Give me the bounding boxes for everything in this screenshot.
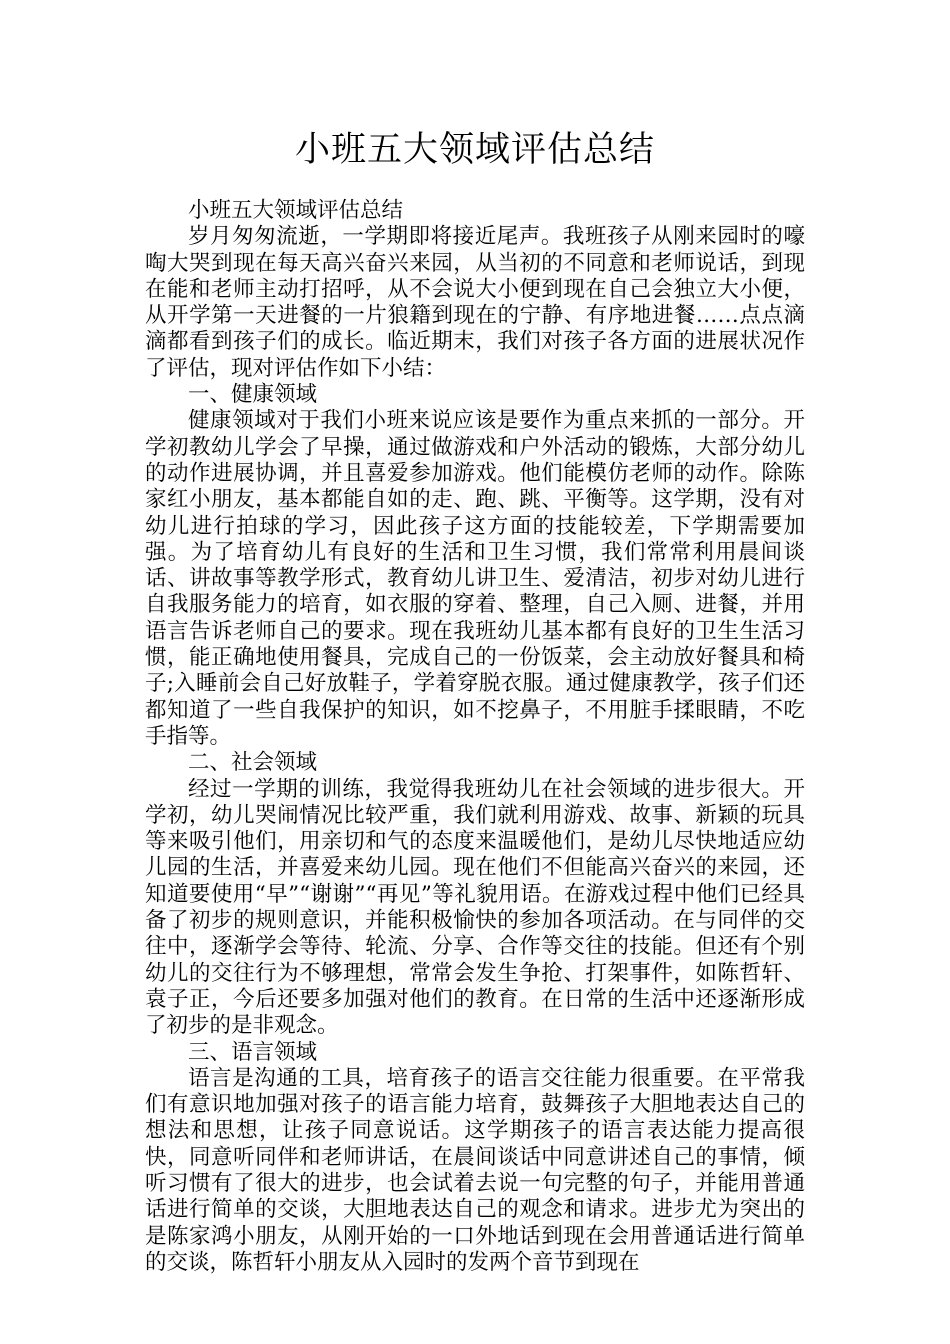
document-title: 小班五大领域评估总结 xyxy=(294,130,655,170)
document-subtitle: 小班五大领域评估总结 xyxy=(188,198,404,223)
section-paragraph-social: 经过一学期的训练，我觉得我班幼儿在社会领域的进步很大。开学初，幼儿哭闹情况比较严重，我们就利用游戏、故事、新颖的玩具等来吸引他们，用亲切和气的态度来温暖他们，是幼儿尽快地适应幼儿园的生活，并喜爱来幼儿园。现在他们不但能高兴奋兴的来园，还知道要使用“早”“谢谢”“再见”等礼貌用语。在游戏过程中他们已经具备了初步的规则意识，并能积极愉快的参加各项活动。在与同伴的交往中，逐渐学会等待、轮流、分享、合作等交往的技能。但还有个别幼儿的交往行为不够理想，常常会发生争抢、打架事件，如陈哲轩、袁子正，今后还要多加强对他们的教育。在日常的生活中还逐渐形成了初步的是非观念。 xyxy=(145,776,805,1039)
document-body xyxy=(145,198,805,1276)
section-heading-language: 三、语言领域 xyxy=(188,1039,318,1065)
intro-paragraph: 岁月匆匆流逝，一学期即将接近尾声。我班孩子从刚来园时的嚎啕大哭到现在每天高兴奋兴来园，从当初的不同意和老师说话，到现在能和老师主动打招呼，从不会说大小便到现在自己会独立大小便，从开学第一天进餐的一片狼籍到现在的宁静、有序地进餐……点点滴滴都看到孩子们的成长。临近期末，我们对孩子各方面的进展状况作了评估，现对评估作如下小结： xyxy=(145,224,805,381)
section-heading-social: 二、社会领域 xyxy=(188,750,318,776)
section-paragraph-language: 语言是沟通的工具，培育孩子的语言交往能力很重要。在平常我们有意识地加强对孩子的语言能力培育，鼓舞孩子大胆地表达自己的想法和思想，让孩子同意说话。这学期孩子的语言表达能力提高很快，同意听同伴和老师讲话，在晨间谈话中同意讲述自己的事情，倾听习惯有了很大的进步，也会试着去说一句完整的句子，并能用普通话进行简单的交谈，大胆地表达自己的观念和请求。进步尤为突出的是陈家鸿小朋友，从刚开始的一口外地话到现在会用普通话进行简单的交谈，陈哲轩小朋友从入园时的发两个音节到现在 xyxy=(145,1065,805,1275)
section-paragraph-health: 健康领域对于我们小班来说应该是要作为重点来抓的一部分。开学初教幼儿学会了早操，通过做游戏和户外活动的锻炼，大部分幼儿的动作进展协调，并且喜爱参加游戏。他们能模仿老师的动作。除陈家红小朋友，基本都能自如的走、跑、跳、平衡等。这学期，没有对幼儿进行拍球的学习，因此孩子这方面的技能较差，下学期需要加强。为了培育幼儿有良好的生活和卫生习惯，我们常常利用晨间谈话、讲故事等教学形式，教育幼儿讲卫生、爱清洁，初步对幼儿进行自我服务能力的培育，如衣服的穿着、整理，自己入厕、进餐，并用语言告诉老师自己的要求。现在我班幼儿基本都有良好的卫生生活习惯，能正确地使用餐具，完成自己的一份饭菜，会主动放好餐具和椅子;入睡前会自己好放鞋子，学着穿脱衣服。通过健康教学，孩子们还都知道了一些自我保护的知识，如不挖鼻子，不用脏手揉眼睛，不吃手指等。 xyxy=(145,408,805,749)
section-heading-health: 一、健康领域 xyxy=(188,382,318,408)
